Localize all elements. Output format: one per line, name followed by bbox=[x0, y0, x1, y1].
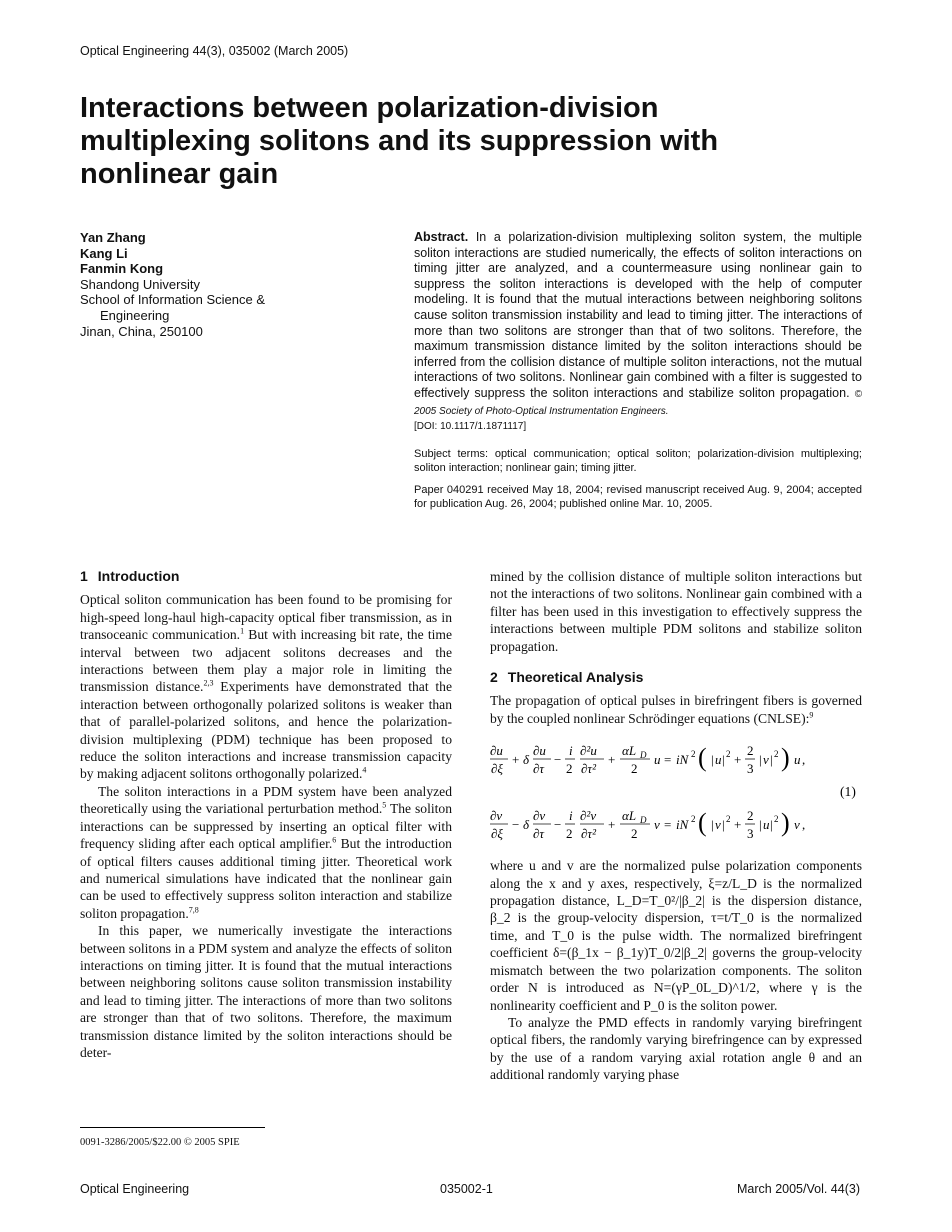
svg-text:∂τ: ∂τ bbox=[533, 826, 545, 842]
svg-text:3: 3 bbox=[747, 761, 754, 777]
svg-text:|: | bbox=[759, 817, 762, 833]
affiliation-line: Engineering bbox=[100, 307, 170, 323]
svg-text:i: i bbox=[569, 743, 573, 759]
svg-text:∂τ²: ∂τ² bbox=[581, 826, 596, 842]
svg-text:=: = bbox=[664, 817, 672, 833]
svg-text:,: , bbox=[802, 752, 806, 768]
svg-text:αL: αL bbox=[622, 743, 637, 759]
section-number: 1 bbox=[80, 568, 88, 584]
affiliation-line: School of Information Science & bbox=[80, 292, 265, 308]
svg-text:2: 2 bbox=[566, 826, 573, 842]
svg-text:δ: δ bbox=[523, 752, 530, 768]
received-dates: Paper 040291 received May 18, 2004; revised manuscript received Aug. 9, 2004; accepted for publication Aug. 26, 2004; published online Mar. 10, 2005. bbox=[414, 483, 862, 510]
svg-text:∂v: ∂v bbox=[533, 808, 546, 824]
author-block bbox=[80, 230, 380, 339]
section-title: Theoretical Analysis bbox=[507, 669, 644, 686]
svg-text:|: | bbox=[759, 752, 762, 768]
svg-text:2: 2 bbox=[691, 814, 696, 825]
svg-text:αL: αL bbox=[622, 808, 637, 824]
svg-text:∂v: ∂v bbox=[490, 808, 503, 824]
svg-text:∂²v: ∂²v bbox=[580, 808, 597, 824]
svg-text:−: − bbox=[554, 817, 562, 833]
paragraph: where u and v are the normalized pulse polarization components along the x and y axes, respectively, ξ=z/L_D is the normalized propagation distance, L_D=T_0²/|β_2| is the dispersion distance, β_2 is the group-velocity dispersion, τ=t/T_0 is the normalized time, and T_0 is the pulse width. The normalized birefringent coefficient δ=(β_1x − β_1y)T_0/2|β_2| governs the group-velocity mismatch between the two polarization components. The soliton order N is introduced as N=(γP_0L_D)^1/2, where γ is the nonlinearity coefficient and P_0 is the soliton power. bbox=[490, 858, 862, 1013]
affiliation-line: Shandong University bbox=[80, 276, 200, 292]
affiliation-line: Jinan, China, 250100 bbox=[80, 323, 203, 339]
author-name: Fanmin Kong bbox=[80, 261, 164, 277]
abstract-doi: [DOI: 10.1117/1.1871117] bbox=[414, 421, 527, 433]
svg-text:2: 2 bbox=[774, 749, 779, 760]
equation-number: (1) bbox=[840, 784, 856, 800]
citation: 1 bbox=[240, 626, 245, 636]
svg-text:iN: iN bbox=[676, 752, 689, 768]
abstract-text: In a polarization-division multiplexing soliton system, the multiple soliton interactions are studied numerically, the effects of soliton interactions on timing jitter are analyzed, and a countermeasure using nonlinear gain to suppress the soliton interactions is developed with the help of computer modeling. It is found that the mutual interactions between neighboring solitons cause soliton transmission instability and lead to timing jitter. The interactions of more than two solitons are stronger than that of two solitons. Therefore, the maximum transmission distance limited by the soliton interactions should be inferred from the collision distance of multiple soliton interactions, not the mutual interactions of two solitons. Nonlinear gain combined with a filter is suggested to effectively suppress the soliton interactions and stabilize soliton propagation. bbox=[414, 230, 862, 400]
abstract-label: Abstract. bbox=[414, 230, 469, 244]
svg-text:v: v bbox=[763, 752, 769, 768]
section-heading bbox=[80, 568, 452, 585]
paragraph: To analyze the PMD effects in randomly varying birefringent optical fibers, the randomly varying birefringence can by expressed by the use of a random varying axial rotation angle θ and an additional randomly varying phase bbox=[490, 1014, 862, 1083]
abstract-block bbox=[414, 230, 862, 511]
author-name: Kang Li bbox=[80, 245, 128, 261]
svg-text:2: 2 bbox=[774, 814, 779, 825]
footer-issue: March 2005/Vol. 44(3) bbox=[737, 1182, 860, 1196]
svg-text:∂τ²: ∂τ² bbox=[581, 761, 596, 777]
paragraph: Optical soliton communication has been found to be promising for high-speed long-haul high-capacity optical fiber transmission, as in transoceanic communication.$^1$ But with increasing bit rate, the time interval between two adjacent solitons decreases and the interactions between them play a major role in limiting the transmission distance.$^{2,3}$ Experiments have demonstrated that the interaction between orthogonally polarized solitons is weaker than that of parallel-polarized solitons, and hence the polarization-division multiplexing (PDM) technique has been proposed to reduce the soliton interactions and increase transmission capacity by making adjacent solitons orthogonally polarized.$^4$ bbox=[80, 592, 452, 782]
svg-text:2: 2 bbox=[631, 826, 638, 842]
subject-terms: Subject terms: optical communication; optical soliton; polarization-division multiplexing; soliton interaction; nonlinear gain; timing jitter. bbox=[414, 447, 862, 474]
svg-text:u: u bbox=[763, 817, 770, 833]
svg-text:2: 2 bbox=[726, 814, 731, 825]
svg-text:(: ( bbox=[698, 808, 707, 838]
svg-text:−: − bbox=[512, 817, 520, 833]
svg-text:|: | bbox=[722, 817, 725, 833]
svg-text:u: u bbox=[794, 752, 801, 768]
svg-text:2: 2 bbox=[566, 761, 573, 777]
article-title: Interactions between polarization-division multiplexing solitons and its suppression with nonlinear gain bbox=[80, 92, 719, 190]
svg-text:∂ξ: ∂ξ bbox=[491, 826, 503, 842]
svg-text:2: 2 bbox=[691, 749, 696, 760]
svg-text:|: | bbox=[711, 817, 714, 833]
citation: 4 bbox=[362, 765, 367, 775]
citation: 7,8 bbox=[188, 905, 199, 915]
paragraph: The propagation of optical pulses in birefringent fibers is governed by the coupled nonlinear Schrödinger equations (CNLSE):$^9$ bbox=[490, 693, 862, 726]
svg-text:|: | bbox=[770, 752, 773, 768]
footnote-rule bbox=[80, 1127, 265, 1128]
svg-text:∂ξ: ∂ξ bbox=[491, 761, 503, 777]
svg-text:u: u bbox=[654, 752, 661, 768]
citation: 5 bbox=[382, 800, 387, 810]
paragraph: The soliton interactions in a PDM system have been analyzed theoretically using the variational perturbation method.$^5$ The soliton interactions can be suppressed by inserting an optical filter with frequency sliding after each optical amplifier.$^6$ But the introduction of optical filters causes additional timing jitter. Theoretical work and numerical simulations have indicated that the nonlinear gain can be used to effectively suppress soliton interaction and stabilize soliton propagation.$^{7,8}$ bbox=[80, 783, 452, 921]
section-heading bbox=[490, 669, 862, 686]
section-title: Introduction bbox=[97, 568, 180, 584]
svg-text:2: 2 bbox=[747, 743, 754, 759]
svg-text:i: i bbox=[569, 808, 573, 824]
footer-journal: Optical Engineering bbox=[80, 1182, 190, 1196]
right-column bbox=[490, 568, 862, 1084]
svg-text:v: v bbox=[794, 817, 800, 833]
svg-text:iN: iN bbox=[676, 817, 689, 833]
abstract bbox=[414, 230, 862, 435]
svg-text:∂²u: ∂²u bbox=[580, 743, 597, 759]
svg-text:+: + bbox=[734, 817, 742, 833]
svg-text:∂u: ∂u bbox=[490, 743, 503, 759]
svg-text:D: D bbox=[640, 750, 647, 761]
svg-text:+: + bbox=[512, 752, 520, 768]
svg-text:=: = bbox=[664, 752, 672, 768]
author-name: Yan Zhang bbox=[80, 230, 146, 245]
citation: 2,3 bbox=[203, 678, 214, 688]
svg-text:|: | bbox=[711, 752, 714, 768]
svg-text:+: + bbox=[734, 752, 742, 768]
svg-text:(: ( bbox=[698, 743, 707, 773]
svg-text:∂u: ∂u bbox=[533, 743, 546, 759]
abstract-copyright: © 2005 Society of Photo-Optical Instrumentation Engineers. bbox=[414, 388, 862, 417]
svg-text:+: + bbox=[608, 817, 616, 833]
footnote: 0091-3286/2005/$22.00 © 2005 SPIE bbox=[80, 1137, 240, 1148]
section-number: 2 bbox=[490, 669, 498, 686]
equation-1 bbox=[490, 735, 862, 847]
paragraph: In this paper, we numerically investigate the interactions between solitons in a PDM system and analyze the effects of soliton interactions on timing jitter. It is found that the mutual interactions between neighboring solitons cause soliton transmission instability and lead to timing jitter. The interactions of more than two solitons are stronger than that of two solitons. Therefore, the maximum transmission distance limited by the soliton interactions should be deter- bbox=[80, 923, 452, 1060]
svg-text:): ) bbox=[781, 808, 790, 838]
svg-text:3: 3 bbox=[747, 826, 754, 842]
svg-text:v: v bbox=[715, 817, 721, 833]
svg-text:v: v bbox=[654, 817, 660, 833]
svg-text:,: , bbox=[802, 817, 806, 833]
svg-text:u: u bbox=[715, 752, 722, 768]
svg-text:2: 2 bbox=[631, 761, 638, 777]
left-column bbox=[80, 568, 452, 1061]
svg-text:D: D bbox=[640, 815, 647, 826]
svg-text:): ) bbox=[781, 743, 790, 773]
svg-text:2: 2 bbox=[747, 808, 754, 824]
paragraph: mined by the collision distance of multiple soliton interactions but not the interactions of two solitons. Nonlinear gain combined with a filter has been used in this investigation to effectively suppress the interactions between multiple PDM solitons and stabilize soliton propagation. bbox=[490, 569, 862, 654]
citation: 6 bbox=[332, 835, 337, 845]
svg-text:+: + bbox=[608, 752, 616, 768]
svg-text:|: | bbox=[770, 817, 773, 833]
citation: 9 bbox=[809, 710, 814, 720]
svg-text:2: 2 bbox=[726, 749, 731, 760]
running-head: Optical Engineering 44(3), 035002 (March 2005) bbox=[80, 44, 349, 58]
svg-text:δ: δ bbox=[523, 817, 530, 833]
svg-text:∂τ: ∂τ bbox=[533, 761, 545, 777]
footer-page-number: 035002-1 bbox=[440, 1182, 493, 1196]
equation-graphic bbox=[490, 735, 862, 847]
svg-text:|: | bbox=[722, 752, 725, 768]
svg-text:−: − bbox=[554, 752, 562, 768]
